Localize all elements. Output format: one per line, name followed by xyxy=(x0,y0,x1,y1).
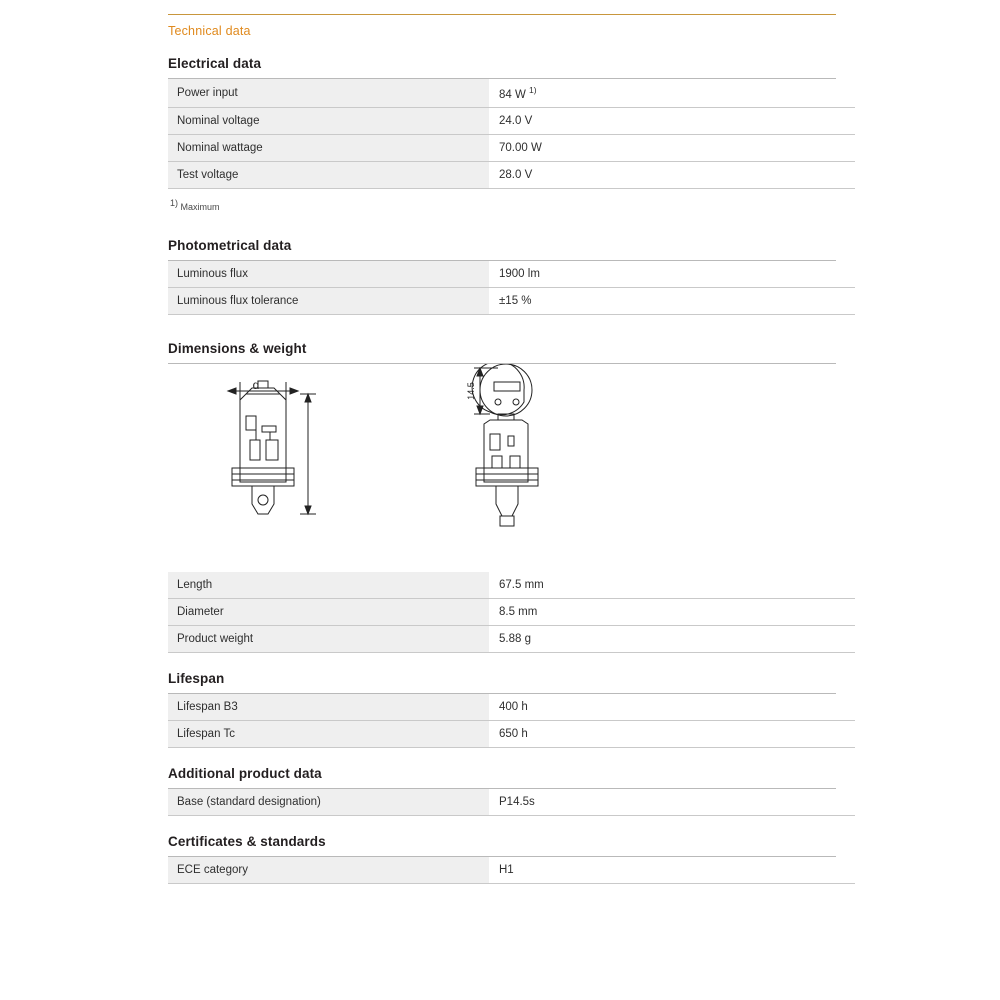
height-label: 14.5 xyxy=(466,382,476,400)
row-key: Nominal voltage xyxy=(168,107,489,134)
table-row xyxy=(168,789,855,816)
row-key: Luminous flux xyxy=(168,261,489,288)
diameter-label: d xyxy=(252,377,260,392)
section-title: Dimensions & weight xyxy=(168,340,307,356)
electrical-data-table xyxy=(168,79,855,189)
row-key: Diameter xyxy=(168,598,489,625)
technical-data-content xyxy=(168,56,836,884)
row-value: 28.0 V xyxy=(489,161,855,188)
additional-data-table xyxy=(168,789,855,816)
row-value-text: 84 W xyxy=(499,88,526,101)
row-value: 70.00 W xyxy=(489,134,855,161)
table-row xyxy=(168,261,855,288)
section-certificates-heading xyxy=(168,834,836,857)
row-key: Luminous flux tolerance xyxy=(168,287,489,314)
dimensions-data-table xyxy=(168,572,855,653)
row-key: Lifespan B3 xyxy=(168,694,489,721)
table-row xyxy=(168,598,855,625)
row-value: 400 h xyxy=(489,694,855,721)
row-key: Power input xyxy=(168,79,489,107)
table-row xyxy=(168,79,855,107)
top-accent-rule xyxy=(168,14,836,15)
section-title: Electrical data xyxy=(168,56,262,71)
footnote-text: Maximum xyxy=(180,201,220,212)
section-electrical-heading xyxy=(168,56,836,79)
row-key: ECE category xyxy=(168,857,489,884)
certificates-data-table xyxy=(168,857,855,884)
row-value: 24.0 V xyxy=(489,107,855,134)
table-row xyxy=(168,720,855,747)
section-title: Certificates & standards xyxy=(168,833,326,849)
row-key: Product weight xyxy=(168,625,489,652)
spacer xyxy=(168,653,836,671)
section-photometrical-heading xyxy=(168,238,836,261)
row-key: Lifespan Tc xyxy=(168,720,489,747)
row-value: H1 xyxy=(489,857,855,884)
table-row xyxy=(168,134,855,161)
section-lifespan-heading xyxy=(168,671,836,694)
spacer xyxy=(168,212,836,238)
section-dimensions-heading xyxy=(168,341,836,364)
row-value: 5.88 g xyxy=(489,625,855,652)
table-row xyxy=(168,625,855,652)
section-title: Lifespan xyxy=(168,670,225,686)
section-title: Additional product data xyxy=(168,765,322,781)
row-key: Base (standard designation) xyxy=(168,789,489,816)
spacer xyxy=(168,748,836,766)
section-tag: Technical data xyxy=(168,24,251,38)
table-row xyxy=(168,107,855,134)
row-key: Nominal wattage xyxy=(168,134,489,161)
row-value: P14.5s xyxy=(489,789,855,816)
row-value: 8.5 mm xyxy=(489,598,855,625)
row-value: 650 h xyxy=(489,720,855,747)
table-row xyxy=(168,694,855,721)
lifespan-data-table xyxy=(168,694,855,748)
bulb-drawing-svg xyxy=(168,364,836,572)
row-value xyxy=(489,79,855,107)
electrical-footnote xyxy=(168,198,836,212)
table-row xyxy=(168,857,855,884)
bulb-dimension-drawing xyxy=(168,364,836,572)
section-title: Photometrical data xyxy=(168,237,292,253)
spacer xyxy=(168,816,836,834)
footnote-marker: 1) xyxy=(170,197,179,208)
row-key: Length xyxy=(168,572,489,599)
row-value: ±15 % xyxy=(489,287,855,314)
row-key: Test voltage xyxy=(168,161,489,188)
footnote-marker: 1) xyxy=(529,85,537,95)
photometrical-data-table xyxy=(168,261,855,315)
spacer xyxy=(168,315,836,341)
table-row xyxy=(168,161,855,188)
table-row xyxy=(168,287,855,314)
row-value: 1900 lm xyxy=(489,261,855,288)
section-additional-heading xyxy=(168,766,836,789)
row-value: 67.5 mm xyxy=(489,572,855,599)
table-row xyxy=(168,572,855,599)
